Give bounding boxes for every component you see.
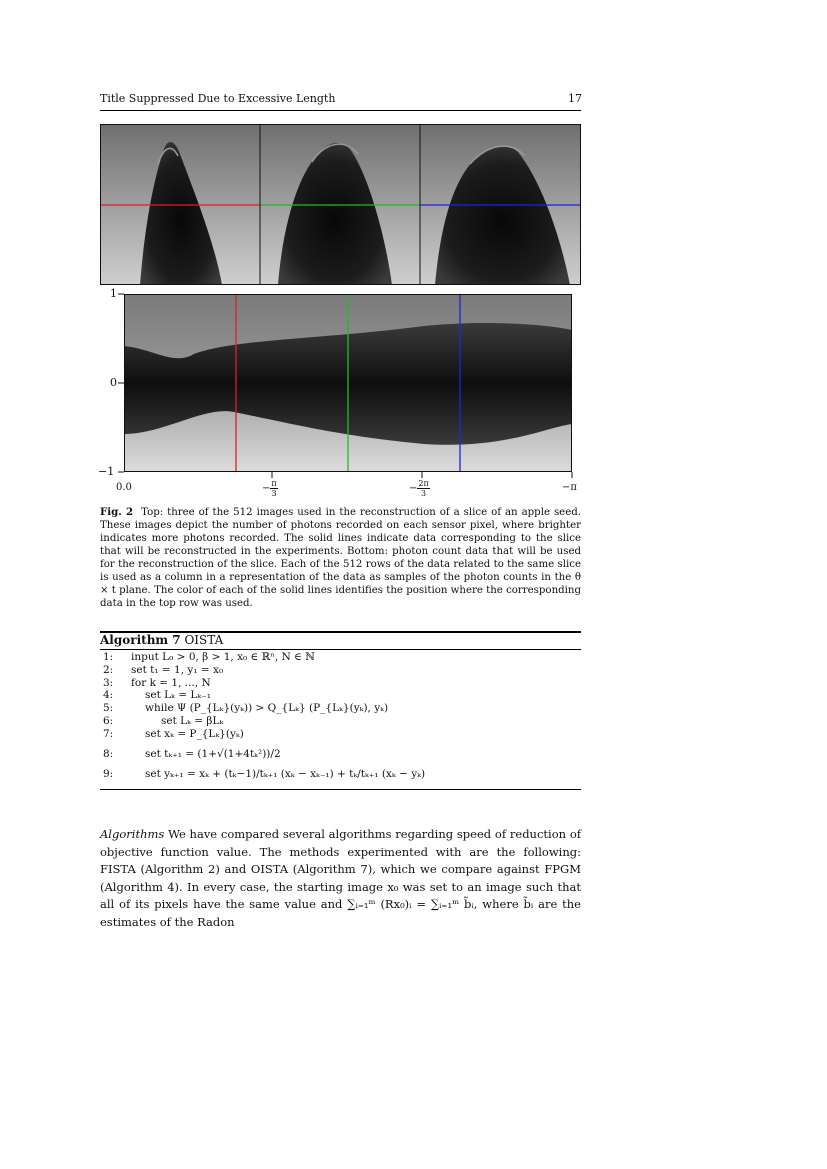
x-tick-pi-3	[262, 479, 278, 498]
algorithm-line-2: 2: set t₁ = 1, y₁ = x₀	[103, 664, 224, 676]
y-tick-1: 1	[110, 287, 117, 300]
sinogram-axes	[112, 290, 587, 480]
algorithm-line-6: 6: set Lₖ = βLₖ	[103, 715, 224, 727]
algorithm-name: OISTA	[184, 633, 224, 647]
algorithm-line-8: 8: set tₖ₊₁ = (1+√(1+4tₖ²))/2	[103, 748, 281, 760]
projection-panel-2	[260, 124, 420, 285]
projection-panel-1	[100, 124, 260, 285]
header-rule	[100, 110, 581, 111]
algorithm-line-7: 7: set xₖ = P_{Lₖ}(yₖ)	[103, 728, 244, 740]
algorithm-label: Algorithm 7	[100, 633, 181, 647]
x-tick-2pi-3-frac: $\frac{2\pi}{3}$	[418, 479, 429, 498]
x-tick-2pi-3	[409, 479, 430, 498]
x-tick-pi-3-sign: −	[262, 483, 271, 494]
y-tick-neg1: −1	[98, 465, 115, 478]
algorithm-line-3: 3: for k = 1, ..., N	[103, 677, 211, 689]
algorithm-title	[100, 633, 223, 647]
x-tick-2pi-3-sign: −	[409, 483, 418, 494]
algorithm-line-4: 4: set Lₖ = Lₖ₋₁	[103, 689, 211, 701]
paragraph-heading: Algorithms	[100, 827, 165, 841]
caption-text: Top: three of the 512 images used in the reconstruction of a slice of an apple seed. These images depict the number of photons recorded on each sensor pixel, where brighter indicates more photons recorded. The solid lines indicate data corresponding to the slice that will be reconstructed in the experiments. Bottom: photon count data that will be used for the reconstruction of the slice. Each of the 512 rows of the data related to the same slice is used as a column in a representation of the data as samples of the photon counts in the θ × t plane. The color of each of the solid lines identifies the position where the corresponding data in the top row was used.	[100, 507, 581, 609]
running-title: Title Suppressed Due to Excessive Length	[100, 92, 336, 105]
projection-panel-3	[420, 124, 581, 285]
algorithm-line-1: 1: input L₀ > 0, β > 1, x₀ ∈ ℝⁿ, N ∈ ℕ	[103, 651, 315, 663]
body-paragraph	[100, 826, 581, 931]
x-tick-pi: −π	[562, 482, 577, 493]
x-tick-0: 0.0	[116, 482, 132, 493]
algorithm-line-5: 5: while Ψ (P_{Lₖ}(yₖ)) > Q_{Lₖ} (P_{Lₖ}(yₖ), yₖ)	[103, 702, 389, 714]
algorithm-bottom-rule	[100, 789, 581, 790]
figure-caption	[100, 506, 581, 610]
x-tick-pi-3-frac: $\frac{\pi}{3}$	[271, 479, 277, 498]
y-tick-0: 0	[110, 376, 117, 389]
page-number: 17	[568, 92, 582, 105]
paragraph-text: We have compared several algorithms regarding speed of reduction of objective function value. The methods experimented with are the following: FISTA (Algorithm 2) and OISTA (Algorithm 7), which we compare against FPGM (Algorithm 4). In every case, the starting image x₀ was set to an image such that all of its pixels have the same value and ∑ᵢ₌₁ᵐ (Rx₀)ᵢ = ∑ᵢ₌₁ᵐ b̃ᵢ, where b̃ᵢ are the estimates of the Radon	[100, 827, 581, 929]
algorithm-line-9: 9: set yₖ₊₁ = xₖ + (tₖ−1)/tₖ₊₁ (xₖ − xₖ₋₁) + tₖ/tₖ₊₁ (xₖ − yₖ)	[103, 768, 426, 780]
projection-images	[100, 124, 581, 285]
caption-label: Fig. 2	[100, 506, 134, 518]
algorithm-mid-rule	[100, 649, 581, 650]
